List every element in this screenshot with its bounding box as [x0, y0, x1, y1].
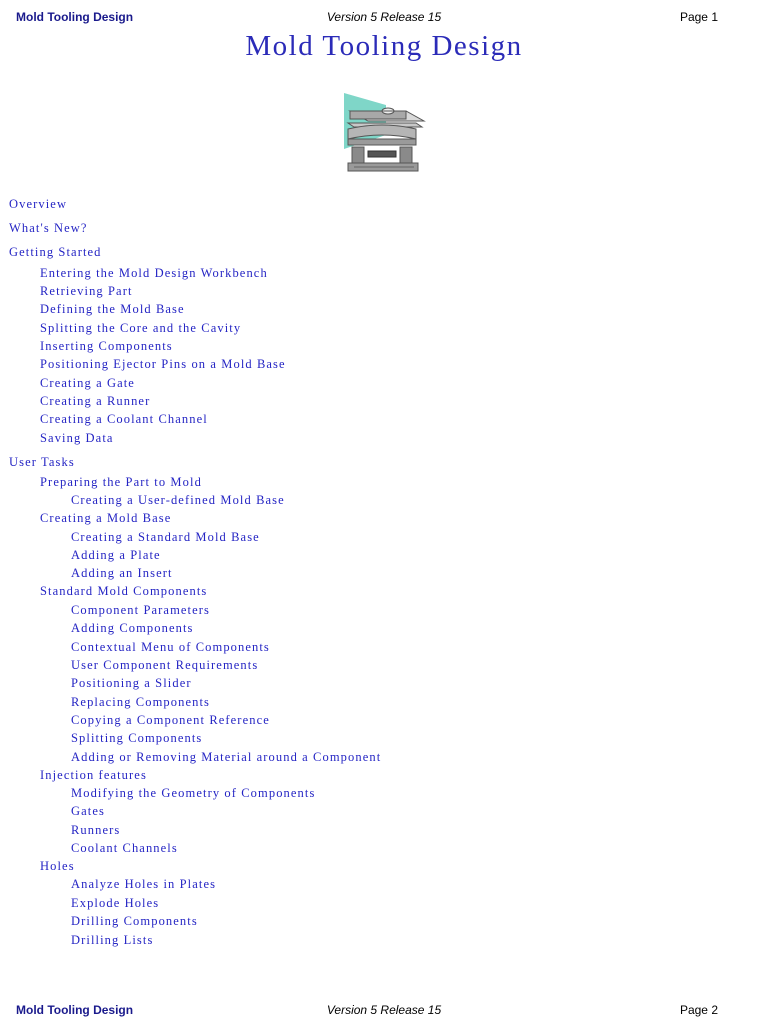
toc-link[interactable]: Creating a Runner — [40, 394, 151, 408]
toc-link[interactable]: Splitting Components — [71, 731, 203, 745]
toc-link[interactable]: Explode Holes — [71, 896, 160, 910]
page-footer — [0, 1003, 768, 1023]
toc-link[interactable]: Preparing the Part to Mold — [40, 475, 202, 489]
toc-link[interactable]: Adding a Plate — [71, 548, 161, 562]
toc-link[interactable]: Runners — [71, 823, 121, 837]
toc-link[interactable]: Drilling Components — [71, 914, 198, 928]
toc-link[interactable]: Positioning a Slider — [71, 676, 192, 690]
toc-link[interactable]: Creating a Gate — [40, 376, 135, 390]
toc-link[interactable]: Adding Components — [71, 621, 194, 635]
toc-link[interactable]: Holes — [40, 859, 75, 873]
toc-link[interactable]: Component Parameters — [71, 603, 210, 617]
header-version: Version 5 Release 15 — [326, 10, 442, 24]
header-page-number: Page 1 — [679, 10, 718, 24]
toc-link[interactable]: Modifying the Geometry of Components — [71, 786, 316, 800]
footer-doc-name: Mold Tooling Design — [16, 1003, 134, 1017]
toc-link[interactable]: User Tasks — [9, 455, 75, 469]
toc-link[interactable]: Overview — [9, 197, 68, 211]
toc-link[interactable]: Retrieving Part — [40, 284, 133, 298]
toc-link[interactable]: Saving Data — [40, 431, 114, 445]
toc-link[interactable]: Contextual Menu of Components — [71, 640, 270, 654]
toc-link[interactable]: Creating a Mold Base — [40, 511, 172, 525]
toc-link[interactable]: What's New? — [9, 221, 88, 235]
toc-link[interactable]: Replacing Components — [71, 695, 210, 709]
toc-link[interactable]: Coolant Channels — [71, 841, 178, 855]
toc-link[interactable]: Injection features — [40, 768, 147, 782]
footer-page-number: Page 2 — [679, 1003, 718, 1017]
toc-link[interactable]: Defining the Mold Base — [40, 302, 185, 316]
footer-version: Version 5 Release 15 — [326, 1003, 442, 1017]
toc-link[interactable]: Copying a Component Reference — [71, 713, 270, 727]
toc-link[interactable]: Drilling Lists — [71, 933, 154, 947]
toc-link[interactable]: Creating a Standard Mold Base — [71, 530, 260, 544]
toc-link[interactable]: Inserting Components — [40, 339, 173, 353]
toc-link[interactable]: Adding an Insert — [71, 566, 173, 580]
toc-link[interactable]: User Component Requirements — [71, 658, 259, 672]
document-title: Mold Tooling Design — [245, 30, 523, 62]
toc-link[interactable]: Splitting the Core and the Cavity — [40, 321, 242, 335]
toc-link[interactable]: Creating a Coolant Channel — [40, 412, 208, 426]
toc-link[interactable]: Entering the Mold Design Workbench — [40, 266, 268, 280]
toc-link[interactable]: Gates — [71, 804, 105, 818]
toc-link[interactable]: Standard Mold Components — [40, 584, 208, 598]
toc-link[interactable]: Positioning Ejector Pins on a Mold Base — [40, 357, 286, 371]
toc-link[interactable]: Getting Started — [9, 245, 102, 259]
toc-link[interactable]: Analyze Holes in Plates — [71, 877, 217, 891]
toc-link[interactable]: Creating a User-defined Mold Base — [71, 493, 285, 507]
header-doc-name: Mold Tooling Design — [16, 10, 134, 24]
toc-link[interactable]: Adding or Removing Material around a Component — [71, 750, 382, 764]
